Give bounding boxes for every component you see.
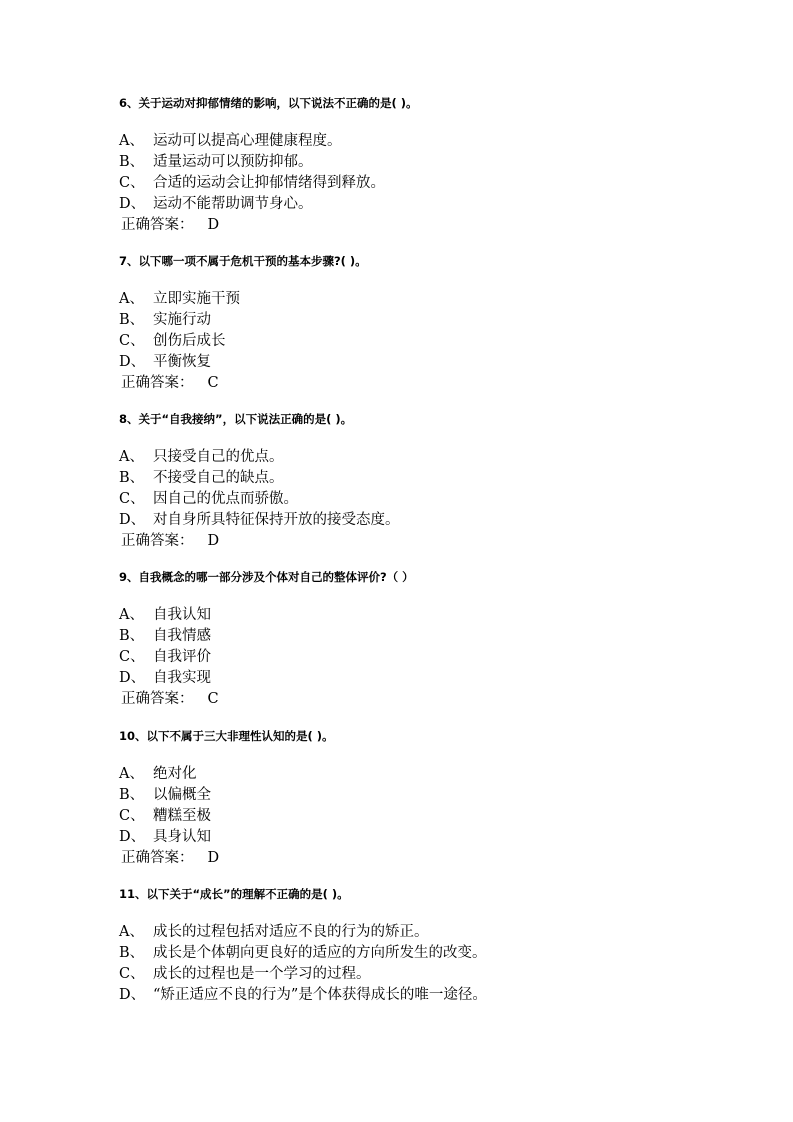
answer-label: 正确答案： — [121, 217, 194, 233]
option-c — [119, 806, 759, 827]
option-letter: B、 — [119, 154, 145, 170]
option-text: 不接受自己的缺点。 — [153, 470, 284, 486]
option-d — [119, 668, 759, 689]
option-text: 成长的过程包括对适应不良的行为的矫正。 — [153, 924, 429, 940]
option-text: 自我评价 — [153, 649, 211, 665]
question-6 — [119, 95, 759, 236]
answer-value: D — [207, 533, 220, 549]
option-letter: B、 — [119, 628, 145, 644]
option-c — [119, 964, 759, 985]
option-a — [119, 922, 759, 943]
answer-value: C — [207, 691, 219, 707]
answer-value: D — [207, 850, 220, 866]
option-text: 自我实现 — [153, 670, 211, 686]
option-b — [119, 310, 759, 331]
question-stem: 8、关于“自我接纳”，以下说法正确的是( )。 — [119, 412, 353, 426]
option-d — [119, 352, 759, 373]
option-letter: C、 — [119, 333, 145, 349]
option-letter: B、 — [119, 787, 145, 803]
option-text: 实施行动 — [153, 312, 211, 328]
option-letter: D、 — [119, 987, 146, 1003]
question-stem: 9、自我概念的哪一部分涉及个体对自己的整体评价?（ ） — [119, 570, 414, 584]
option-c — [119, 331, 759, 352]
answer-label: 正确答案： — [121, 691, 194, 707]
option-text: 适量运动可以预防抑郁。 — [153, 154, 313, 170]
question-stem: 6、关于运动对抑郁情绪的影响，以下说法不正确的是( )。 — [119, 96, 418, 110]
option-letter: A、 — [119, 133, 144, 149]
question-9 — [119, 569, 759, 710]
option-text: 立即实施干预 — [153, 291, 240, 307]
correct-answer — [119, 531, 759, 552]
option-d — [119, 194, 759, 215]
option-letter: A、 — [119, 924, 144, 940]
correct-answer — [119, 215, 759, 236]
answer-label: 正确答案： — [121, 375, 194, 391]
option-text: 成长是个体朝向更良好的适应的方向所发生的改变。 — [153, 945, 487, 961]
answer-value: D — [207, 217, 220, 233]
option-text: 对自身所具特征保持开放的接受态度。 — [153, 512, 400, 528]
option-a — [119, 447, 759, 468]
option-letter: A、 — [119, 766, 144, 782]
option-text: 创伤后成长 — [153, 333, 226, 349]
option-letter: A、 — [119, 449, 144, 465]
option-letter: D、 — [119, 670, 146, 686]
option-text: 糟糕至极 — [153, 808, 211, 824]
answer-label: 正确答案： — [121, 850, 194, 866]
option-text: 运动不能帮助调节身心。 — [153, 196, 313, 212]
option-text: 运动可以提高心理健康程度。 — [153, 133, 342, 149]
option-text: 自我情感 — [153, 628, 211, 644]
question-stem: 11、以下关于“成长”的理解不正确的是( )。 — [119, 887, 349, 901]
option-letter: C、 — [119, 649, 145, 665]
option-a — [119, 764, 759, 785]
correct-answer — [119, 373, 759, 394]
option-letter: B、 — [119, 945, 145, 961]
option-b — [119, 785, 759, 806]
option-letter: C、 — [119, 491, 145, 507]
option-letter: C、 — [119, 175, 145, 191]
option-b — [119, 626, 759, 647]
option-letter: C、 — [119, 808, 145, 824]
correct-answer — [119, 689, 759, 710]
question-11 — [119, 886, 759, 1006]
option-text: 以偏概全 — [153, 787, 211, 803]
option-b — [119, 468, 759, 489]
option-letter: D、 — [119, 354, 146, 370]
question-10 — [119, 728, 759, 869]
option-c — [119, 173, 759, 194]
option-d — [119, 510, 759, 531]
option-text: 因自己的优点而骄傲。 — [153, 491, 298, 507]
option-c — [119, 647, 759, 668]
option-letter: A、 — [119, 291, 144, 307]
question-7 — [119, 253, 759, 394]
option-letter: D、 — [119, 196, 146, 212]
correct-answer — [119, 848, 759, 869]
option-letter: D、 — [119, 829, 146, 845]
option-text: 具身认知 — [153, 829, 211, 845]
question-stem: 10、以下不属于三大非理性认知的是( )。 — [119, 729, 334, 743]
option-letter: C、 — [119, 966, 145, 982]
option-a — [119, 605, 759, 626]
option-letter: B、 — [119, 470, 145, 486]
option-b — [119, 152, 759, 173]
option-text: 成长的过程也是一个学习的过程。 — [153, 966, 371, 982]
option-b — [119, 943, 759, 964]
option-text: 只接受自己的优点。 — [153, 449, 284, 465]
option-text: 平衡恢复 — [153, 354, 211, 370]
option-letter: D、 — [119, 512, 146, 528]
question-stem: 7、以下哪一项不属于危机干预的基本步骤?( )。 — [119, 254, 367, 268]
answer-value: C — [207, 375, 219, 391]
option-text: 绝对化 — [153, 766, 197, 782]
option-text: 自我认知 — [153, 607, 211, 623]
option-letter: B、 — [119, 312, 145, 328]
option-text: “矫正适应不良的行为”是个体获得成长的唯一途径。 — [153, 987, 487, 1003]
option-d — [119, 985, 759, 1006]
answer-label: 正确答案： — [121, 533, 194, 549]
option-a — [119, 289, 759, 310]
option-letter: A、 — [119, 607, 144, 623]
question-8 — [119, 411, 759, 552]
option-c — [119, 489, 759, 510]
option-a — [119, 131, 759, 152]
option-d — [119, 827, 759, 848]
option-text: 合适的运动会让抑郁情绪得到释放。 — [153, 175, 385, 191]
